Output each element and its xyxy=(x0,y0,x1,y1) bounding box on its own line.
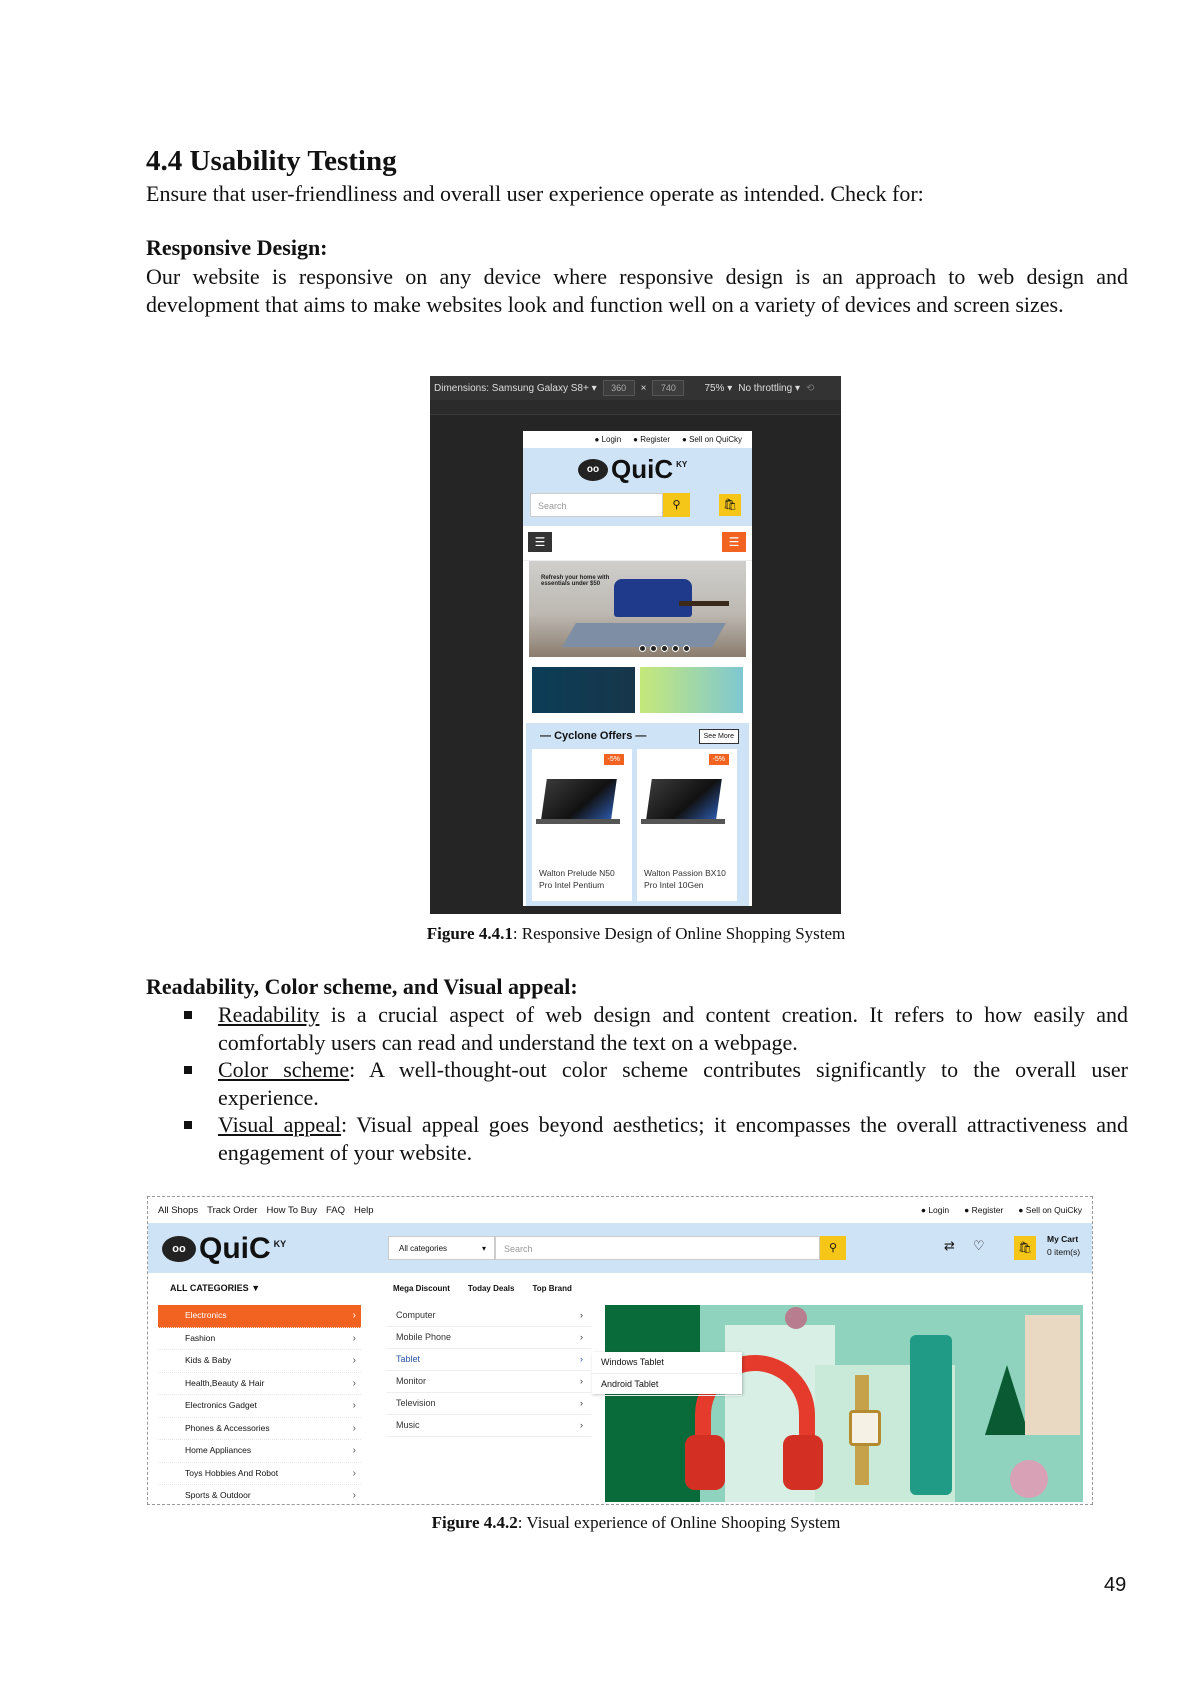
promo-tile-2[interactable] xyxy=(640,667,743,713)
laptop-base xyxy=(641,819,725,824)
page-number: 49 xyxy=(1104,1574,1127,1596)
category-bar xyxy=(148,1273,1092,1305)
subcategory-menu xyxy=(386,1305,591,1437)
today-deals-link[interactable]: Today Deals xyxy=(467,1284,515,1293)
menu-icon[interactable]: ☰ xyxy=(528,532,552,552)
figure-1-caption: Figure 4.4.1: Responsive Design of Online Shopping System xyxy=(426,924,846,943)
laptop-image xyxy=(541,779,617,819)
see-more-button[interactable]: See More xyxy=(699,729,739,744)
chevron-right-icon: › xyxy=(352,1400,356,1411)
chevron-right-icon: › xyxy=(580,1354,583,1364)
subcategory-item-active[interactable]: Tablet › xyxy=(386,1349,591,1371)
chevron-down-icon: ▾ xyxy=(481,1244,486,1253)
track-order-link[interactable]: Track Order xyxy=(207,1204,258,1216)
chevron-right-icon: › xyxy=(352,1422,356,1434)
chevron-right-icon: › xyxy=(352,1467,356,1479)
readability-heading: Readability, Color scheme, and Visual appeal: xyxy=(146,974,578,999)
tablet-flyout-menu xyxy=(592,1352,742,1394)
subcategory-item[interactable]: Music › xyxy=(386,1415,591,1437)
bullet-list xyxy=(176,1001,1128,1166)
chevron-right-icon: › xyxy=(580,1310,583,1320)
subcategory-item[interactable]: Monitor › xyxy=(386,1371,591,1393)
chevron-right-icon: › xyxy=(580,1398,583,1408)
product-card[interactable] xyxy=(637,749,737,901)
logo-eyes-icon: oo xyxy=(578,459,608,481)
logo-eyes-icon: oo xyxy=(162,1236,196,1262)
categories-menu-icon[interactable]: ☰ xyxy=(722,532,746,552)
bullet-item: Color scheme: A well-thought-out color scheme contributes significantly to the overall user experience. xyxy=(176,1056,1128,1111)
mega-discount-link[interactable]: Mega Discount xyxy=(393,1284,450,1293)
hero-product-image[interactable] xyxy=(605,1305,1083,1502)
banner-sofa xyxy=(614,579,692,617)
help-link[interactable]: Help xyxy=(354,1204,374,1216)
mobile-viewport xyxy=(523,431,752,906)
throttling-select[interactable]: No throttling ▾ xyxy=(738,382,800,394)
account-links xyxy=(921,1197,1082,1223)
responsive-paragraph: Our website is responsive on any device where responsive design is an approach to web design and development that aims to make websites look and function well on a variety of devices and screen sizes. xyxy=(146,264,1128,317)
watch-face xyxy=(849,1410,881,1446)
chevron-right-icon: › xyxy=(352,1377,356,1389)
chevron-right-icon: › xyxy=(352,1490,356,1501)
cyclone-offers-section xyxy=(526,723,749,906)
register-link[interactable]: ● Register xyxy=(633,435,671,444)
figure-desktop-screenshot xyxy=(147,1196,1093,1505)
figure-2-caption: Figure 4.4.2: Visual experience of Online Shooping System xyxy=(431,1513,841,1532)
mobile-nav xyxy=(523,526,752,561)
carousel-dots[interactable] xyxy=(639,645,690,652)
logo-text: QuiC xyxy=(199,1232,271,1265)
flyout-item-windows-tablet[interactable]: Windows Tablet xyxy=(592,1352,742,1374)
sell-link[interactable]: ● Sell on QuiCky xyxy=(682,435,742,444)
devtools-toolbar xyxy=(430,376,841,400)
responsive-heading: Responsive Design: xyxy=(146,235,328,260)
laptop-base xyxy=(536,819,620,824)
headphone-cup xyxy=(783,1435,823,1490)
logo-suffix: KY xyxy=(273,1239,287,1249)
desktop-top-bar xyxy=(148,1197,1092,1223)
nav-links xyxy=(393,1284,572,1293)
category-item-sports[interactable]: Sports & Outdoor › xyxy=(158,1485,361,1505)
chevron-right-icon: › xyxy=(580,1332,583,1342)
category-item-health-beauty[interactable]: Health,Beauty & Hair › xyxy=(158,1373,361,1396)
category-item-toys[interactable]: Toys Hobbies And Robot › xyxy=(158,1463,361,1486)
search-icon[interactable]: ⚲ xyxy=(663,493,690,517)
viewport-height-input[interactable]: 740 xyxy=(652,380,684,396)
category-item-fashion[interactable]: Fashion › xyxy=(158,1328,361,1351)
sell-link[interactable]: ● Sell on QuiCky xyxy=(1018,1205,1082,1215)
viewport-width-input[interactable]: 360 xyxy=(603,380,635,396)
wishlist-heart-icon[interactable]: ♡ xyxy=(972,1238,985,1253)
discount-badge: -5% xyxy=(709,754,729,765)
logo-suffix: KY xyxy=(676,460,688,469)
cart-icon[interactable]: 🛍 xyxy=(1014,1236,1036,1260)
device-dimensions-select[interactable]: Dimensions: Samsung Galaxy S8+ ▾ xyxy=(434,382,597,394)
devtools-ruler xyxy=(430,400,841,415)
bullet-item: Visual appeal: Visual appeal goes beyond aesthetics; it encompasses the overall attractiveness and engagement of your website. xyxy=(176,1111,1128,1166)
mobile-header xyxy=(523,448,752,526)
banner-rug xyxy=(562,623,726,647)
notebook-graphic xyxy=(1025,1315,1080,1435)
laptop-image xyxy=(646,779,722,819)
chevron-right-icon: › xyxy=(352,1332,356,1344)
header-icons xyxy=(944,1238,985,1254)
ornament-ball xyxy=(1010,1460,1048,1498)
mobile-search-input[interactable]: Search xyxy=(530,493,663,517)
category-sidebar xyxy=(158,1305,361,1505)
mobile-logo[interactable] xyxy=(578,454,687,485)
times-label: × xyxy=(640,382,647,394)
rotate-icon[interactable]: ⟲ xyxy=(805,382,815,394)
chevron-right-icon: › xyxy=(352,1355,356,1366)
banner-text: Refresh your home with essentials under $50 xyxy=(541,575,610,587)
search-icon[interactable]: ⚲ xyxy=(820,1236,846,1260)
ornament-ball xyxy=(785,1307,807,1329)
category-item-electronics[interactable]: Electronics › xyxy=(158,1305,361,1328)
mobile-top-links xyxy=(523,431,752,448)
bullet-item: Readability is a crucial aspect of web design and content creation. It refers to how easily and comfortably users can read and understand the text on a webpage. xyxy=(176,1001,1128,1056)
faq-link[interactable]: FAQ xyxy=(325,1204,345,1216)
how-to-buy-link[interactable]: How To Buy xyxy=(266,1204,317,1216)
my-cart[interactable]: My Cart 0 item(s) xyxy=(1047,1234,1081,1257)
subcategory-item[interactable]: Mobile Phone › xyxy=(386,1327,591,1349)
cyclone-title: — Cyclone Offers — xyxy=(540,730,647,742)
all-shops-link[interactable]: All Shops xyxy=(158,1204,199,1216)
product-name: Walton Passion BX10 Pro Intel 10Gen xyxy=(644,868,726,890)
zoom-select[interactable]: 75% ▾ xyxy=(704,382,733,394)
hero-banner[interactable] xyxy=(529,561,746,657)
subcategory-item[interactable]: Computer › xyxy=(386,1305,591,1327)
chevron-right-icon: › xyxy=(580,1376,583,1386)
login-link[interactable]: ● Login xyxy=(594,435,622,444)
section-title: 4.4 Usability Testing xyxy=(146,145,397,177)
compare-icon[interactable]: ⇄ xyxy=(944,1238,955,1253)
headphone-cup xyxy=(685,1435,725,1490)
flyout-item-android-tablet[interactable]: Android Tablet xyxy=(592,1374,742,1396)
discount-badge: -5% xyxy=(604,754,624,765)
cart-icon[interactable]: 🛍 xyxy=(719,494,741,516)
logo-text: QuiC xyxy=(611,454,674,484)
category-item-kids-baby[interactable]: Kids & Baby › xyxy=(158,1350,361,1373)
top-brand-link[interactable]: Top Brand xyxy=(532,1284,572,1293)
banner-table xyxy=(679,601,729,606)
chevron-down-icon: ▼ xyxy=(251,1283,261,1293)
category-item-electronics-gadget[interactable]: Electronics Gadget › xyxy=(158,1395,361,1418)
product-name: Walton Prelude N50 Pro Intel Pentium xyxy=(539,868,615,890)
category-item-home-appliances[interactable]: Home Appliances › xyxy=(158,1440,361,1463)
login-link[interactable]: ● Login xyxy=(920,1205,950,1215)
all-categories-toggle[interactable]: ALL CATEGORIES ▼ xyxy=(170,1283,261,1293)
desktop-header xyxy=(148,1223,1092,1273)
promo-tile-1[interactable] xyxy=(532,667,635,713)
ornament-tree xyxy=(985,1365,1029,1435)
subcategory-item[interactable]: Television › xyxy=(386,1393,591,1415)
chevron-right-icon: › xyxy=(352,1445,356,1456)
desktop-logo[interactable] xyxy=(162,1232,286,1266)
chevron-right-icon: › xyxy=(580,1420,583,1430)
category-item-phones[interactable]: Phones & Accessories › xyxy=(158,1418,361,1441)
product-card[interactable] xyxy=(532,749,632,901)
intro-paragraph: Ensure that user-friendliness and overall user experience operate as intended. Check for: xyxy=(146,181,924,206)
chevron-right-icon: › xyxy=(352,1310,356,1321)
figure-responsive-screenshot xyxy=(430,376,841,914)
desktop-search-input[interactable]: Search xyxy=(495,1236,820,1260)
register-link[interactable]: ● Register xyxy=(964,1205,1004,1215)
category-select[interactable]: All categories ▾ xyxy=(388,1236,495,1260)
bottle-graphic xyxy=(910,1335,952,1495)
